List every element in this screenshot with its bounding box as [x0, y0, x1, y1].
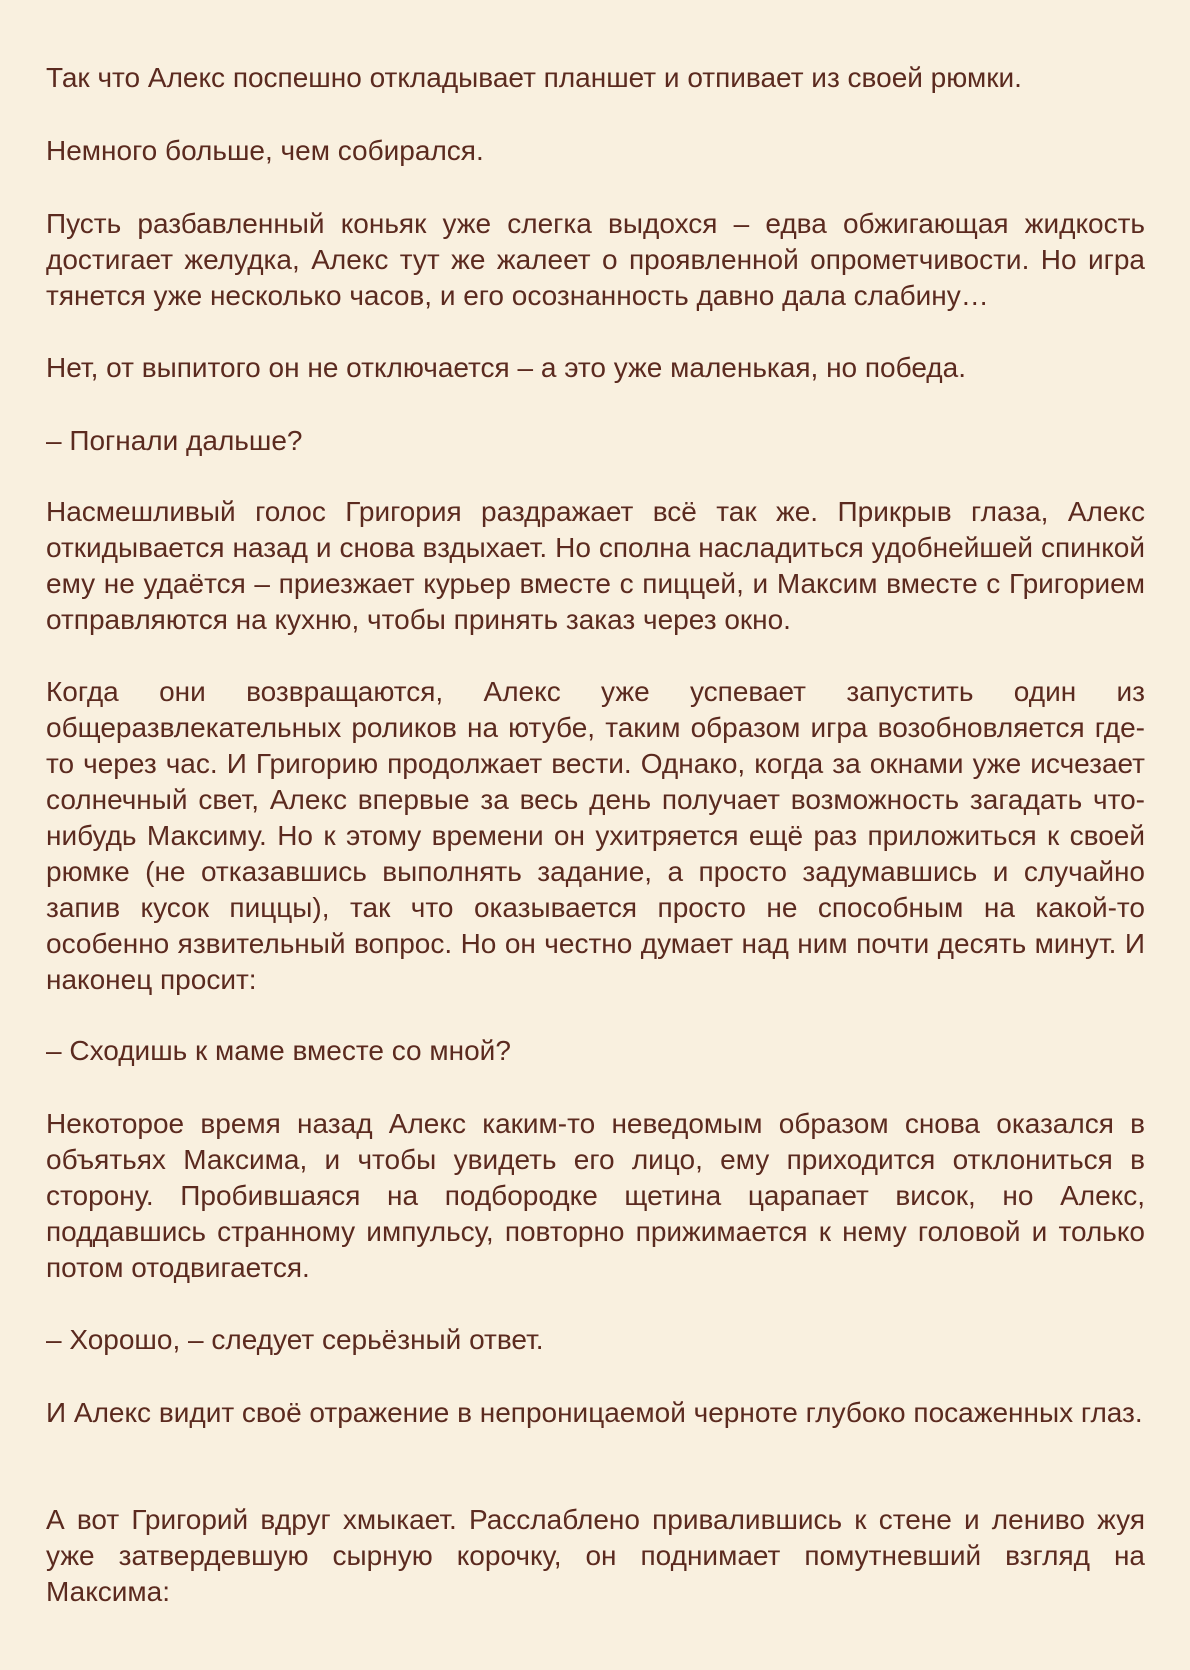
paragraph-9: Некоторое время назад Алекс каким-то неведомым образом снова оказался в объятьях Максима, и чтобы увидеть его лицо, ему приходится отклониться в сторону. Пробившаяся на подбородке щетина царапает висок, но Алекс, поддавшись странному импульсу, повторно прижимается к нему головой и только потом отодвигается.: [46, 1108, 1145, 1283]
paragraph-11: И Алекс видит своё отражение в непроницаемой черноте глубоко посаженных глаз.: [46, 1397, 1143, 1428]
paragraph-6: Насмешливый голос Григория раздражает всё так же. Прикрыв глаза, Алекс откидывается назад и снова вздыхает. Но сполна насладиться удобнейшей спинкой ему не удаётся – приезжает курьер вместе с пиццей, и Максим вместе с Григорием отправляются на кухню, чтобы принять заказ через окно.: [46, 496, 1145, 635]
paragraph-1: Так что Алекс поспешно откладывает планшет и отпивает из своей рюмки.: [46, 62, 1022, 93]
paragraph-2: Немного больше, чем собирался.: [46, 135, 484, 166]
paragraph-12: А вот Григорий вдруг хмыкает. Расслаблено привалившись к стене и лениво жуя уже затвердевшую сырную корочку, он поднимает помутневший взгляд на Максима:: [46, 1504, 1145, 1607]
paragraph-7: Когда они возвращаются, Алекс уже успевает запустить один из общеразвлекательных роликов на ютубе, таким образом игра возобновляется где-то через час. И Григорию продолжает вести. Однако, когда за окнами уже исчезает солнечный свет, Алекс впервые за весь день получает возможность загадать что-нибудь Максиму. Но к этому времени он ухитряется ещё раз приложиться к своей рюмке (не отказавшись выполнять задание, а просто задумавшись и случайно запив кусок пиццы), так что оказывается просто не способным на какой-то особенно язвительный вопрос. Но он честно думает над ним почти десять минут. И наконец просит:: [46, 676, 1145, 995]
paragraph-8: – Сходишь к маме вместе со мной?: [46, 1035, 511, 1066]
paragraph-10: – Хорошо, – следует серьёзный ответ.: [46, 1324, 544, 1355]
paragraph-3: Пусть разбавленный коньяк уже слегка выдохся – едва обжигающая жидкость достигает желудка, Алекс тут же жалеет о проявленной опрометчивости. Но игра тянется уже несколько часов, и его осознанность давно дала слабину…: [46, 208, 1145, 311]
paragraph-4: Нет, от выпитого он не отключается – а это уже маленькая, но победа.: [46, 352, 966, 383]
paragraph-5: – Погнали дальше?: [46, 425, 303, 456]
